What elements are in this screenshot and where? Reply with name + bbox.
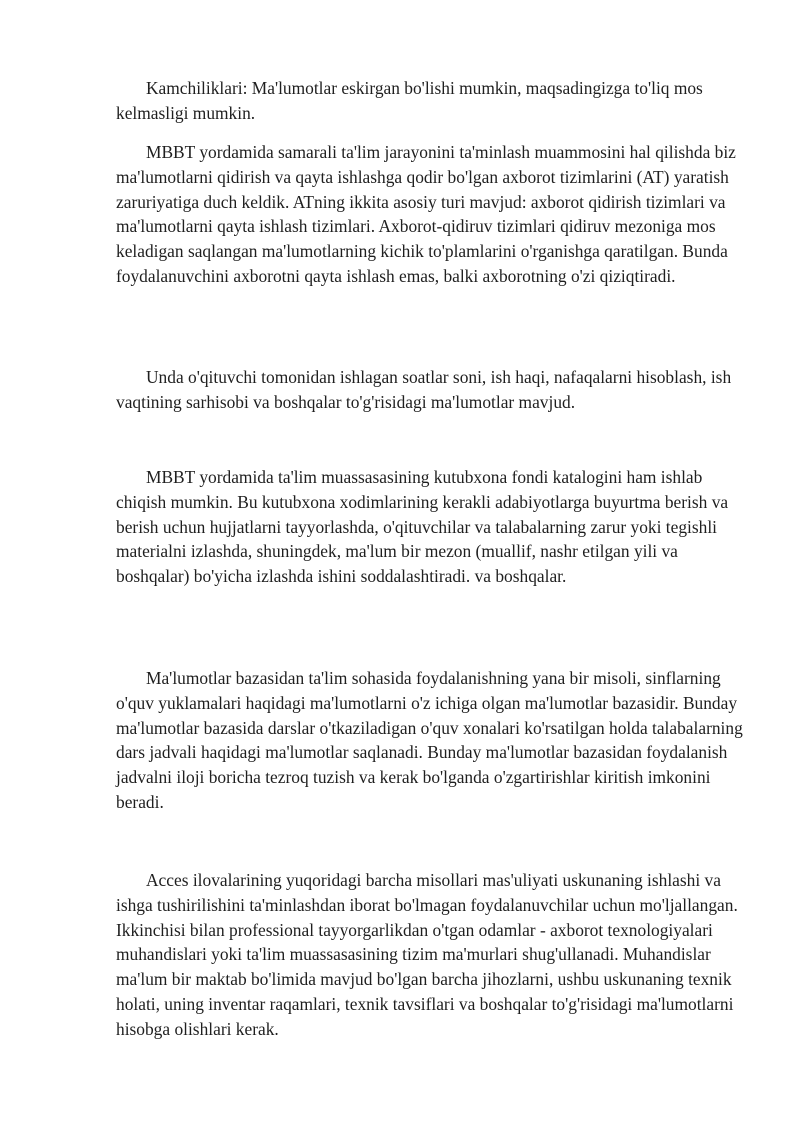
paragraph-information-systems: MBBT yordamida samarali ta'lim jarayonini ta'minlash muammosini hal qilishda biz ma'lumotlarni qidirish va qayta ishlashga qodir bo'lgan axborot tizimlarini (AT) yaratish zaruriyatiga duch keldik. ATning ikkita asosiy turi mavjud: axborot qidirish tizimlari va ma'lumotlarni qayta ishlash tizimlari. Axborot-qidiruv tizimlari qidiruv mezoniga mos keladigan saqlangan ma'lumotlarning kichik to'plamlarini o'rganishga qaratilgan. Bunda foydalanuvchini axborotni qayta ishlash emas, balki axborotning o'zi qiziqtiradi. [116,142,736,286]
paragraph-library-catalog: MBBT yordamida ta'lim muassasasining kutubxona fondi katalogini ham ishlab chiqish mumkin. Bu kutubxona xodimlarining kerakli adabiyotlarga buyurtma berish va berish uchun hujjatlarni tayyorlashda, o'qituvchilar va talabalarning zarur yoki tegishli materialni izlashda, shuningdek, ma'lum bir mezon (muallif, nashr etilgan yili va boshqalar) bo'yicha izlashda ishini soddalashtiradi. va boshqalar. [116,467,729,587]
paragraph-class-schedule: Ma'lumotlar bazasidan ta'lim sohasida foydalanishning yana bir misoli, sinflarning o'quv yuklamalari haqidagi ma'lumotlarni o'z ichiga olgan ma'lumotlar bazasidir. Bunday ma'lumotlar bazasida darslar o'tkaziladigan o'quv xonalari ko'rsatilgan holda talabalarning dars jadvali haqidagi ma'lumotlar saqlanadi. Bunday ma'lumotlar bazasidan foydalanish jadvalni iloji boricha tezroq tuzish va kerak bo'lganda o'zgartirishlar kiritish imkonini beradi. [116,668,743,812]
paragraph-teacher-hours: Unda o'qituvchi tomonidan ishlagan soatlar soni, ish haqi, nafaqalarni hisoblash, ish vaqtining sarhisobi va boshqalar to'g'risidagi ma'lumotlar mavjud. [116,367,732,412]
paragraph-access-equipment: Acces ilovalarining yuqoridagi barcha misollari mas'uliyati uskunaning ishlashi va ishga tushirilishini ta'minlashdan iborat bo'lmagan foydalanuvchilar uchun mo'ljallangan. Ikkinchisi bilan professional tayyorgarlikdan o'tgan odamlar - axborot texnologiyalari muhandislari yoki ta'lim muassasasining tizim ma'murlari shug'ullanadi. Muhandislar ma'lum bir maktab bo'limida mavjud bo'lgan barcha jihozlarni, ushbu uskunaning texnik holati, uning inventar raqamlari, texnik tavsiflari va boshqalar to'g'risidagi ma'lumotlarni hisobga olishlari kerak. [116,870,738,1039]
paragraph-drawbacks: Kamchiliklari: Ma'lumotlar eskirgan bo'lishi mumkin, maqsadingizga to'liq mos kelmasligi mumkin. [116,78,703,123]
